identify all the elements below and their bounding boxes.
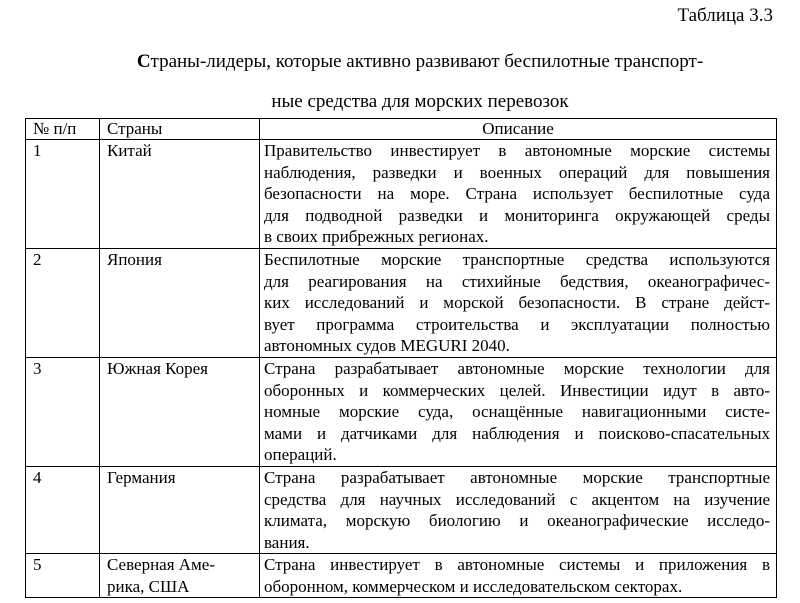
description-line: Правительство инвестирует в автономные морские системы bbox=[264, 141, 770, 160]
table-title bbox=[60, 42, 780, 122]
description-line: в своих прибрежных регионах. bbox=[264, 227, 489, 247]
row-number: 3 bbox=[26, 357, 100, 466]
description-line: Страна разрабатывает автономные морские транспортные bbox=[264, 467, 770, 487]
title-initial: С bbox=[136, 51, 151, 72]
row-country: Япония bbox=[100, 248, 260, 357]
description-line: Страна инвестирует в автономные системы и приложения в bbox=[264, 555, 770, 575]
description-line: ких исследований и морской безопасности. В стране дейст- bbox=[264, 293, 770, 313]
row-description bbox=[260, 466, 777, 553]
description-line: Страна разрабатывает автономные морские технологии для bbox=[264, 358, 770, 378]
header-country: Страны bbox=[100, 119, 260, 140]
description-line: оборонных и коммерческих целей. Инвестиции идут в авто- bbox=[264, 380, 770, 400]
description-line: климата, морскую биологию и океанографические исследо- bbox=[264, 511, 770, 531]
description-line: мами и датчиками для наблюдения и поисково-спасательных bbox=[264, 423, 770, 443]
table-number: Таблица 3.3 bbox=[677, 5, 773, 26]
table-row bbox=[26, 140, 777, 249]
description-line: оборонном, коммерческом и исследовательском секторах. bbox=[264, 576, 683, 596]
description-line: средства для научных исследований с акцентом на изучение bbox=[264, 489, 770, 509]
description-line: операций. bbox=[264, 445, 337, 465]
row-number: 5 bbox=[26, 554, 100, 598]
title-line-1-rest: траны-лидеры, которые активно развивают беспилотные транспорт- bbox=[150, 51, 704, 72]
country-line: Северная Аме- bbox=[107, 555, 216, 575]
table-row bbox=[26, 466, 777, 553]
description-line: вует программа строительства и эксплуатации полностью bbox=[264, 314, 770, 334]
country-line: рика, США bbox=[107, 576, 190, 596]
description-line: для реагирования на стихийные бедствия, океанографичес- bbox=[264, 271, 770, 291]
row-country: Германия bbox=[100, 466, 260, 553]
row-description bbox=[260, 554, 777, 598]
row-country bbox=[100, 554, 260, 598]
description-line: Беспилотные морские транспортные средства используются bbox=[264, 249, 770, 269]
description-line: автономных судов MEGURI 2040. bbox=[264, 336, 510, 356]
table-row bbox=[26, 357, 777, 466]
description-line: вания. bbox=[264, 532, 310, 552]
row-number: 1 bbox=[26, 140, 100, 249]
row-description bbox=[260, 248, 777, 357]
row-country: Китай bbox=[100, 140, 260, 249]
title-line-1 bbox=[60, 42, 780, 82]
row-country: Южная Корея bbox=[100, 357, 260, 466]
title-line-2: ные средства для морских перевозок bbox=[271, 91, 569, 112]
description-line: номные морские суда, оснащённые навигационными систе- bbox=[264, 402, 770, 422]
table-header-row bbox=[26, 119, 777, 140]
table-row bbox=[26, 248, 777, 357]
row-description bbox=[260, 140, 777, 249]
header-number: № п/п bbox=[26, 119, 100, 140]
row-number: 2 bbox=[26, 248, 100, 357]
description-line: безопасности на море. Страна использует беспилотные суда bbox=[264, 184, 770, 204]
description-line: для подводной разведки и мониторинга окружающей среды bbox=[264, 205, 770, 225]
description-line: наблюдения, разведки и военных операций для повышения bbox=[264, 162, 770, 182]
row-number: 4 bbox=[26, 466, 100, 553]
countries-table bbox=[25, 118, 777, 598]
row-description bbox=[260, 357, 777, 466]
table-row bbox=[26, 554, 777, 598]
header-description: Описание bbox=[260, 119, 777, 140]
